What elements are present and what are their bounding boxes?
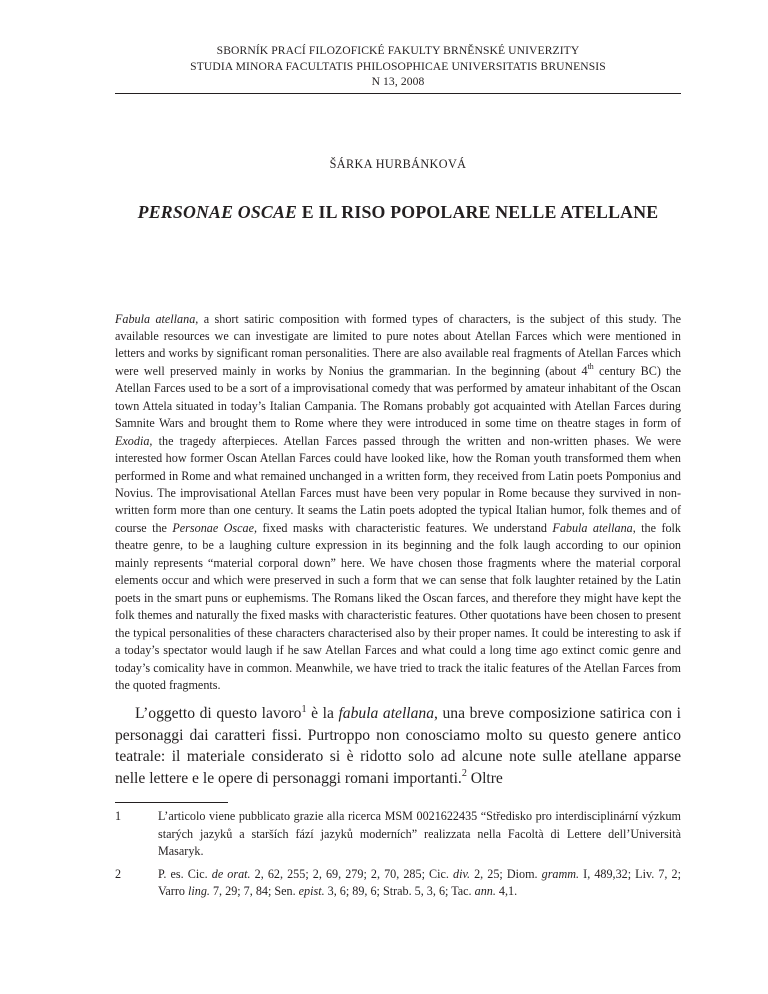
fn2-part: 4,1. <box>495 884 518 899</box>
fn2-part: 7, 29; 7, 84; Sen. <box>209 884 299 899</box>
header-line-1: SBORNÍK PRACÍ FILOZOFICKÉ FAKULTY BRNĚNSKÉ UNIVERZITY <box>216 44 580 57</box>
abstract-text-3: the tragedy afterpieces. Atellan Farces passed through the written and non-written phases. We were interested how former Oscan Atellan Farces could have looked like, how the Roman youth transformed them when performed in Rome and what remained unchanged in a written form, they received from Latin poets Pomponius and Novius. The improvisational Atellan Farces must have been very popular in Rome because they survived in non-written form more than one century. It seams the Latin poets adopted the typical Italian humor, folk themes and of course the <box>115 433 681 535</box>
abstract-term-4: Fabula atellana <box>552 520 633 535</box>
abstract-term-2: Exodia, <box>115 433 153 448</box>
abstract-text-5: , the folk theatre genre, to be a laughing culture expression in its beginning and the folk laugh according to our opinion mainly represents “material corporal down” here. We have chosen those fragments where the material corporal elements occur and which were preserved in such a form that we can sense that folk laughter retained by the Latin poets in the smart puns or euphemisms. The Romans liked the Oscan farces, and therefore they might have kept the folk themes and naturally the fixed masks with characteristic features. Other quotations have been chosen to present the typical personalities of these characters characterised also by their proper names. It could be interesting to ask if a today’s spectator would laugh if he saw Atellan Farces and what could a long time ago extinct comic genre and today’s comicality have in common. Meanwhile, we have tried to track the italic features of the Atellan Farces from the quoted fragments. <box>115 520 681 693</box>
fn2-part: I, 489,32; Liv. 7, 2; Varro <box>158 866 681 899</box>
header-rule <box>115 93 681 94</box>
abstract-term-3: Personae Oscae, <box>172 520 258 535</box>
fn2-italic: de orat. <box>211 866 251 881</box>
footnote-2 <box>115 866 681 901</box>
body-text-4: Oltre <box>466 769 503 787</box>
body-term: fabula atellana <box>338 705 435 723</box>
footnote-text <box>158 866 681 901</box>
footnote-number: 1 <box>115 809 122 824</box>
fn2-italic: div. <box>453 866 470 881</box>
fn2-part: P. es. Cic. <box>158 866 212 881</box>
fn2-part: 2, 62, 255; 2, 69, 279; 2, 70, 285; Cic. <box>250 866 454 881</box>
fn2-part: 3, 6; 89, 6; Strab. 5, 3, 6; Tac. <box>324 884 475 899</box>
footnote-1 <box>115 808 681 860</box>
fn2-italic: gramm. <box>541 866 580 881</box>
author-name: ŠÁRKA HURBÁNKOVÁ <box>329 156 467 171</box>
fn2-italic: ann. <box>474 884 496 899</box>
body-paragraph <box>115 703 681 789</box>
page <box>115 0 681 901</box>
body-text-3: , una breve composizione satirica con i personaggi dai caratteri fissi. Purtroppo non conosciamo molto su questo genere antico teatrale: il materiale considerato si è ridotto solo ad alcune note sulle atellane apparse nelle lettere e le opere di personaggi romani importanti. <box>115 705 682 787</box>
article-title <box>115 202 681 223</box>
title-italic: PERSONAE OSCAE <box>137 201 298 222</box>
abstract-text-4: fixed masks with characteristic features. We understand <box>257 520 553 535</box>
abstract-text-2: century BC) the Atellan Farces used to be a sort of a improvisational comedy that was performed by amateur inhabitant of the Oscan town Attela situated in today’s Italian Campania. The Romans probably got acquainted with Atellan Farces during Samnite Wars and brought them to Rome where they were introduced in some time on theatre stages in form of <box>115 363 681 431</box>
abstract-sup: th <box>587 362 594 372</box>
title-rest: E IL RISO POPOLARE NELLE ATELLANE <box>297 201 659 222</box>
footnote-ref-1[interactable]: 1 <box>301 703 307 715</box>
body-text-1: L’oggetto di questo lavoro <box>135 705 302 723</box>
abstract <box>115 311 681 695</box>
footnote-number: 2 <box>115 866 122 881</box>
abstract-term-1: Fabula atellana <box>115 311 196 326</box>
footnote-text <box>158 808 681 860</box>
running-header <box>115 0 681 90</box>
fn2-italic: epist. <box>298 884 325 899</box>
fn2-part: 2, 25; Diom. <box>469 866 542 881</box>
footnote-rule <box>115 802 228 803</box>
body-text-2: è la <box>306 705 339 723</box>
footnote-ref-2[interactable]: 2 <box>461 768 467 780</box>
abstract-text-1: , a short satiric composition with formed types of characters, is the subject of this study. The available resources we can investigate are limited to pure notes about Atellan Farces which were mentioned in letters and works by significant roman personalities. There are also available real fragments of Atellan Farces which were well preserved mainly in works by Nonius the grammarian. In the beginning (about 4 <box>115 311 681 378</box>
footnote-1-text: L’articolo viene pubblicato grazie alla ricerca MSM 0021622435 “Středisko pro interdisciplinární výzkum starých jazyků a starších fází jazyků moderních” realizzata nella Facoltà di Lettere dell’Università Masaryk. <box>158 809 681 859</box>
header-line-2: STUDIA MINORA FACULTATIS PHILOSOPHICAE UNIVERSITATIS BRUNENSIS <box>190 59 606 73</box>
header-line-3: N 13, 2008 <box>371 75 425 88</box>
fn2-italic: ling. <box>188 884 210 899</box>
